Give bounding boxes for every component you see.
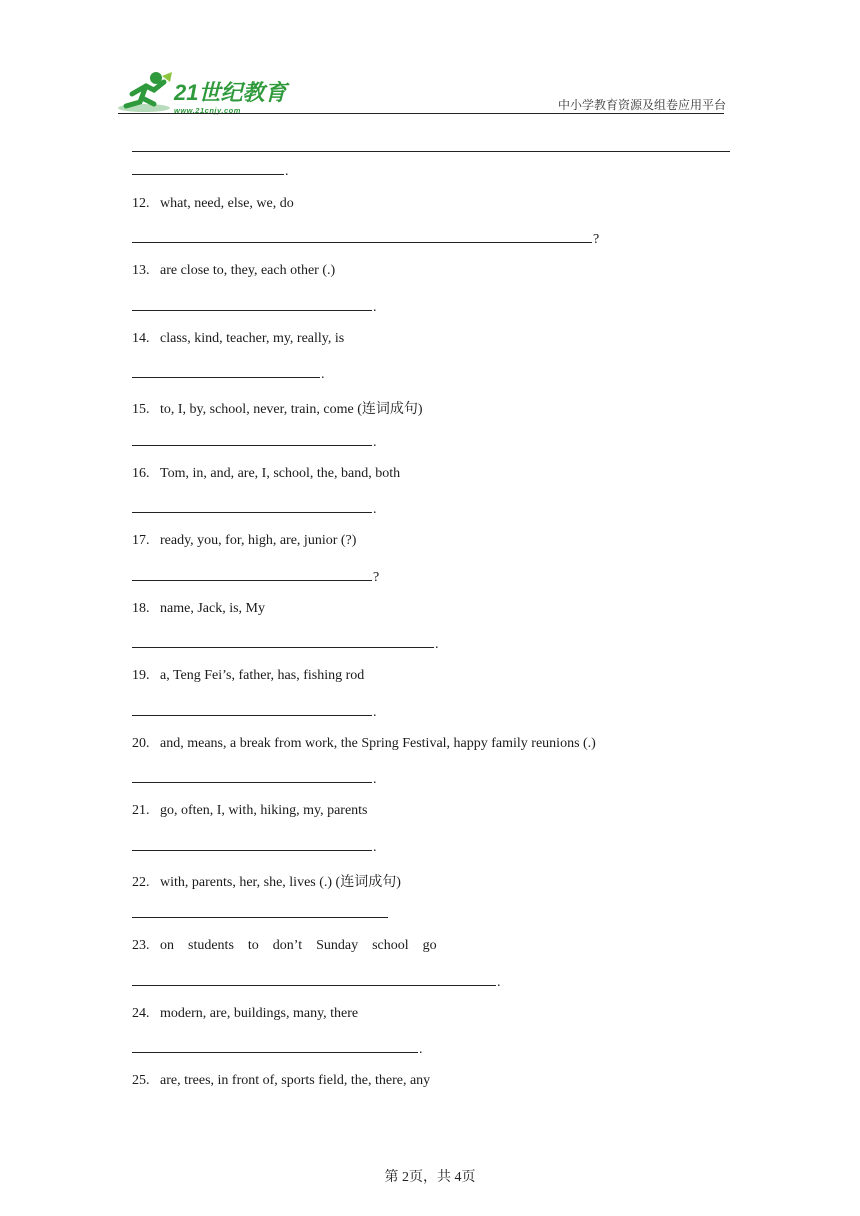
- question-number: 18.: [132, 601, 150, 616]
- word: go: [422, 938, 437, 953]
- question-21: [132, 803, 368, 819]
- question-text: class, kind, teacher, my, really, is: [160, 331, 345, 346]
- question-18: [132, 601, 265, 617]
- word: students: [188, 938, 234, 953]
- word: Sunday: [316, 938, 359, 953]
- logo: [118, 68, 298, 116]
- answer-line: [132, 701, 377, 721]
- header-divider: [118, 113, 724, 114]
- answer-line: [132, 296, 377, 316]
- question-text: and, means, a break from work, the Spring Festival, happy family reunions (.): [160, 736, 596, 751]
- question-number: 15.: [132, 402, 150, 417]
- question-number: 17.: [132, 533, 150, 548]
- question-15: [132, 398, 423, 418]
- question-25: [132, 1073, 430, 1089]
- question-text: what, need, else, we, do: [160, 196, 294, 211]
- end-punct: ?: [373, 570, 380, 585]
- question-17: [132, 533, 356, 549]
- question-text: name, Jack, is, My: [160, 601, 265, 616]
- end-punct: ?: [593, 232, 600, 247]
- question-number: 20.: [132, 736, 150, 751]
- end-punct: .: [373, 435, 377, 450]
- question-number: 23.: [132, 938, 150, 953]
- end-punct: .: [373, 705, 377, 720]
- answer-line: [132, 903, 389, 923]
- question-text: Tom, in, and, are, I, school, the, band, both: [160, 466, 401, 481]
- page-header: [118, 60, 726, 116]
- question-number: 16.: [132, 466, 150, 481]
- question-12: [132, 196, 294, 212]
- word: school: [372, 938, 409, 953]
- answer-line: [132, 228, 599, 248]
- question-text: are close to, they, each other (.): [160, 263, 336, 278]
- page-footer: 第 2页，共 4页: [384, 1170, 476, 1185]
- answer-line: [132, 498, 377, 518]
- question-number: 21.: [132, 803, 150, 818]
- answer-line: [132, 363, 325, 383]
- question-22: [132, 871, 401, 891]
- logo-text: 21世纪教育: [174, 80, 287, 105]
- question-text: a, Teng Fei’s, father, has, fishing rod: [160, 668, 365, 683]
- question-number: 12.: [132, 196, 150, 211]
- word: to: [247, 938, 259, 953]
- answer-line: [132, 768, 377, 788]
- question-13: [132, 263, 335, 279]
- answer-line: [132, 160, 289, 180]
- end-punct: .: [373, 300, 377, 315]
- question-number: 25.: [132, 1073, 150, 1088]
- question-words: [160, 938, 451, 953]
- answer-line: [132, 566, 379, 586]
- answer-line: [132, 836, 377, 856]
- end-punct: .: [419, 1042, 423, 1057]
- question-text: to, I, by, school, never, train, come (连词成句): [160, 402, 423, 417]
- question-14: [132, 331, 344, 347]
- question-24: [132, 1006, 358, 1022]
- question-number: 22.: [132, 875, 150, 890]
- question-text: ready, you, for, high, are, junior (?): [160, 533, 357, 548]
- question-16: [132, 466, 400, 482]
- question-23: [132, 938, 451, 954]
- answer-line: [132, 971, 501, 991]
- answer-line: [132, 633, 439, 653]
- question-text: modern, are, buildings, many, there: [160, 1006, 359, 1021]
- word: on: [160, 938, 174, 953]
- platform-name: 中小学教育资源及组卷应用平台: [557, 98, 726, 112]
- answer-line: [132, 1038, 423, 1058]
- question-text: are, trees, in front of, sports field, the, there, any: [160, 1073, 431, 1088]
- end-punct: .: [373, 772, 377, 787]
- question-number: 19.: [132, 668, 150, 683]
- runner-logo-icon: [118, 68, 174, 116]
- question-number: 14.: [132, 331, 150, 346]
- question-19: [132, 668, 364, 684]
- answer-line-full: [132, 151, 730, 152]
- end-punct: .: [435, 637, 439, 652]
- question-number: 13.: [132, 263, 150, 278]
- question-text: go, often, I, with, hiking, my, parents: [160, 803, 368, 818]
- end-punct: .: [497, 975, 501, 990]
- question-number: 24.: [132, 1006, 150, 1021]
- question-text: with, parents, her, she, lives (.) (连词成句): [160, 875, 401, 890]
- end-punct: .: [373, 502, 377, 517]
- question-20: [132, 736, 596, 752]
- end-punct: .: [321, 367, 325, 382]
- end-punct: .: [285, 164, 289, 179]
- end-punct: .: [373, 840, 377, 855]
- word: don’t: [272, 938, 303, 953]
- logo-url: www.21cnjy.com: [174, 106, 241, 115]
- answer-line: [132, 431, 377, 451]
